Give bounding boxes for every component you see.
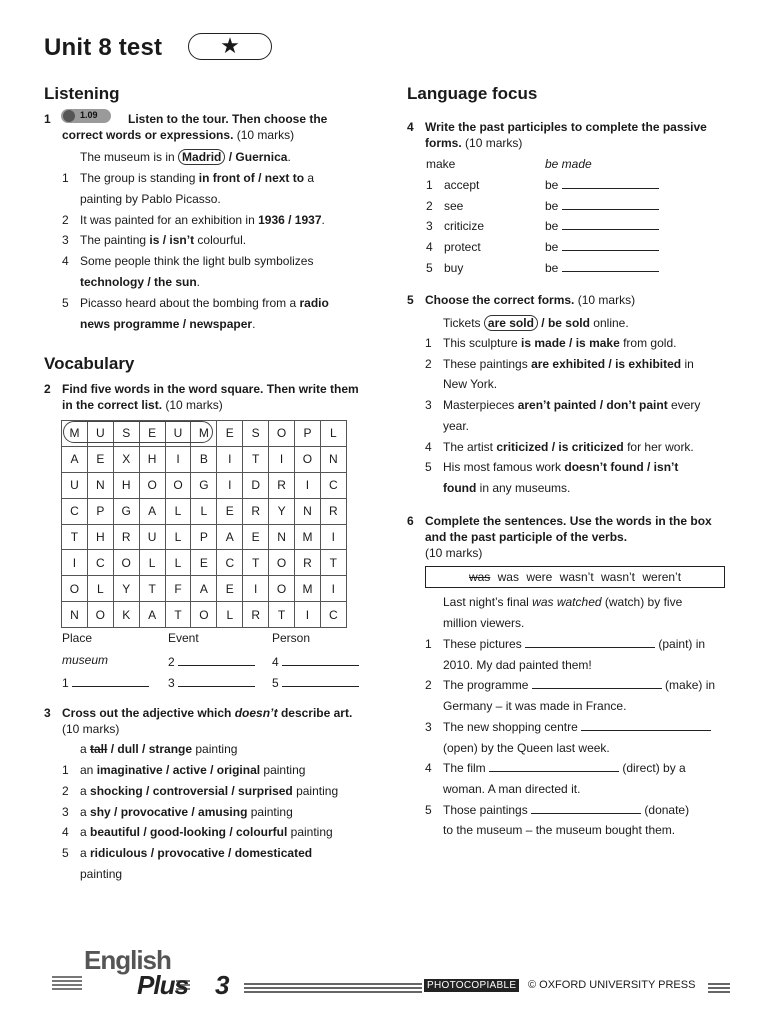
- q6-instruction: 6 Complete the sentences. Use the words in the box and the past participle of the verbs. (10 marks): [407, 514, 712, 560]
- answer-slot[interactable]: 1: [62, 674, 149, 690]
- q4-example-answer: be made: [545, 157, 592, 171]
- grid-row: [62, 602, 347, 628]
- grid-row: [62, 524, 347, 550]
- logo-plus-text: Plus: [137, 970, 188, 997]
- answer-blank[interactable]: [581, 718, 711, 731]
- grid-row: [62, 446, 347, 472]
- grid-cell[interactable]: P: [87, 498, 113, 524]
- grid-cell[interactable]: M: [295, 576, 321, 602]
- example-answer: museum: [62, 653, 109, 667]
- grid-row: [62, 576, 347, 602]
- grid-cell[interactable]: A: [139, 602, 165, 628]
- grid-cell[interactable]: E: [87, 446, 113, 472]
- grid-cell[interactable]: E: [243, 524, 269, 550]
- footer-rule: [708, 983, 730, 985]
- grid-cell[interactable]: O: [87, 602, 113, 628]
- grid-cell[interactable]: R: [243, 602, 269, 628]
- grid-cell[interactable]: O: [269, 550, 295, 576]
- grid-cell[interactable]: L: [165, 498, 191, 524]
- grid-cell[interactable]: O: [269, 576, 295, 602]
- grid-cell[interactable]: E: [139, 421, 165, 447]
- answer-blank[interactable]: [525, 635, 655, 648]
- footer-rule: [244, 991, 422, 993]
- grid-cell[interactable]: I: [243, 576, 269, 602]
- grid-cell[interactable]: O: [113, 550, 139, 576]
- grid-cell[interactable]: E: [217, 498, 243, 524]
- category-person: Person: [272, 631, 311, 645]
- answer-slot[interactable]: 4: [272, 653, 359, 669]
- grid-cell[interactable]: M: [191, 421, 217, 447]
- grid-cell[interactable]: T: [243, 446, 269, 472]
- grid-cell[interactable]: N: [295, 498, 321, 524]
- grid-cell[interactable]: X: [113, 446, 139, 472]
- answer-blank[interactable]: [531, 801, 641, 814]
- grid-cell[interactable]: O: [191, 602, 217, 628]
- grid-cell[interactable]: I: [217, 446, 243, 472]
- grid-cell[interactable]: S: [113, 421, 139, 447]
- answer-blank[interactable]: [532, 676, 662, 689]
- grid-cell[interactable]: E: [217, 576, 243, 602]
- grid-cell[interactable]: N: [62, 602, 88, 628]
- cd-icon: [63, 110, 75, 122]
- grid-row: [62, 550, 347, 576]
- answer-slot[interactable]: 2: [168, 653, 255, 669]
- grid-cell[interactable]: A: [62, 446, 88, 472]
- grid-cell[interactable]: F: [165, 576, 191, 602]
- grid-cell[interactable]: C: [217, 550, 243, 576]
- answer-blank[interactable]: [562, 238, 659, 251]
- footer-rule: [708, 991, 730, 993]
- grid-cell[interactable]: G: [113, 498, 139, 524]
- grid-cell[interactable]: E: [217, 421, 243, 447]
- grid-cell[interactable]: G: [191, 472, 217, 498]
- language-focus-heading: Language focus: [407, 84, 538, 103]
- word-square: [61, 420, 347, 628]
- grid-cell[interactable]: I: [295, 472, 321, 498]
- answer-blank[interactable]: [562, 197, 659, 210]
- footer-rule: [244, 983, 422, 985]
- english-plus-logo: [52, 945, 242, 997]
- q4-instruction: 4 Write the past participles to complete the passive forms. (10 marks): [407, 120, 707, 150]
- grid-cell[interactable]: A: [217, 524, 243, 550]
- grid-cell[interactable]: U: [165, 421, 191, 447]
- grid-cell[interactable]: U: [87, 421, 113, 447]
- grid-cell[interactable]: I: [320, 576, 346, 602]
- grid-cell[interactable]: R: [243, 498, 269, 524]
- grid-cell[interactable]: I: [217, 472, 243, 498]
- listening-heading: Listening: [44, 84, 120, 103]
- grid-cell[interactable]: R: [113, 524, 139, 550]
- grid-cell[interactable]: O: [295, 446, 321, 472]
- grid-cell[interactable]: O: [165, 472, 191, 498]
- answer-blank[interactable]: [489, 759, 619, 772]
- grid-cell[interactable]: Y: [113, 576, 139, 602]
- q4-example-verb: make: [426, 157, 456, 171]
- grid-cell[interactable]: L: [191, 498, 217, 524]
- grid-cell[interactable]: I: [165, 446, 191, 472]
- grid-cell[interactable]: M: [62, 421, 88, 447]
- grid-cell[interactable]: L: [165, 550, 191, 576]
- q3-instruction: 3 Cross out the adjective which doesn’t describe art. (10 marks): [44, 706, 353, 736]
- answer-blank[interactable]: [562, 176, 659, 189]
- grid-row: [62, 498, 347, 524]
- grid-cell[interactable]: H: [87, 524, 113, 550]
- grid-cell[interactable]: T: [139, 576, 165, 602]
- grid-cell[interactable]: P: [191, 524, 217, 550]
- grid-cell[interactable]: R: [320, 498, 346, 524]
- grid-cell[interactable]: U: [62, 472, 88, 498]
- grid-cell[interactable]: K: [113, 602, 139, 628]
- grid-cell[interactable]: Y: [269, 498, 295, 524]
- grid-cell[interactable]: C: [62, 498, 88, 524]
- grid-cell[interactable]: U: [139, 524, 165, 550]
- grid-cell[interactable]: L: [139, 550, 165, 576]
- grid-cell[interactable]: B: [191, 446, 217, 472]
- grid-cell[interactable]: L: [165, 524, 191, 550]
- museum-circle: [63, 421, 213, 443]
- grid-row: [62, 472, 347, 498]
- answer-slot[interactable]: 5: [272, 674, 359, 690]
- grid-cell[interactable]: C: [320, 602, 346, 628]
- grid-cell[interactable]: N: [269, 524, 295, 550]
- grid-cell[interactable]: I: [269, 446, 295, 472]
- star-level-badge: [188, 33, 272, 60]
- grid-cell[interactable]: T: [320, 550, 346, 576]
- grid-cell[interactable]: I: [320, 524, 346, 550]
- logo-number-text: 3: [215, 970, 230, 997]
- grid-cell[interactable]: O: [62, 576, 88, 602]
- grid-cell[interactable]: I: [295, 602, 321, 628]
- grid-cell[interactable]: N: [320, 446, 346, 472]
- publisher-label: © OXFORD UNIVERSITY PRESS: [528, 979, 696, 991]
- grid-cell[interactable]: O: [139, 472, 165, 498]
- word-box: was was were wasn’t wasn’t weren’t: [425, 566, 725, 588]
- grid-cell[interactable]: D: [243, 472, 269, 498]
- answer-blank[interactable]: [562, 259, 659, 272]
- grid-cell[interactable]: T: [62, 524, 88, 550]
- vocabulary-heading: Vocabulary: [44, 354, 135, 373]
- footer-rule: [708, 987, 730, 989]
- grid-cell[interactable]: A: [191, 576, 217, 602]
- answer-blank[interactable]: [562, 217, 659, 230]
- grid-cell[interactable]: E: [191, 550, 217, 576]
- grid-cell[interactable]: N: [87, 472, 113, 498]
- category-event: Event: [168, 631, 199, 645]
- grid-cell[interactable]: H: [113, 472, 139, 498]
- category-place: Place: [62, 631, 93, 645]
- grid-cell[interactable]: C: [320, 472, 346, 498]
- audio-track-icon: 1.09: [61, 109, 111, 123]
- q1-instruction: 1 Listen to the tour. Then choose the correct words or expressions. (10 marks): [44, 112, 328, 142]
- grid-cell[interactable]: T: [269, 602, 295, 628]
- star-icon: ★: [220, 33, 240, 58]
- grid-cell[interactable]: I: [62, 550, 88, 576]
- grid-cell[interactable]: R: [295, 550, 321, 576]
- grid-cell[interactable]: L: [217, 602, 243, 628]
- grid-cell[interactable]: M: [295, 524, 321, 550]
- grid-cell[interactable]: H: [139, 446, 165, 472]
- page-title: Unit 8 test: [44, 34, 163, 61]
- q5-instruction: 5 Choose the correct forms. (10 marks): [407, 293, 636, 307]
- grid-cell[interactable]: O: [269, 421, 295, 447]
- q2-instruction: 2 Find five words in the word square. Then write them in the correct list. (10 marks): [44, 382, 359, 412]
- answer-slot[interactable]: 3: [168, 674, 255, 690]
- grid-cell[interactable]: S: [243, 421, 269, 447]
- grid-cell[interactable]: T: [243, 550, 269, 576]
- logo-english-text: English: [84, 945, 171, 975]
- footer-rule: [244, 987, 422, 989]
- grid-cell[interactable]: P: [295, 421, 321, 447]
- grid-cell[interactable]: L: [87, 576, 113, 602]
- grid-cell[interactable]: A: [139, 498, 165, 524]
- grid-cell[interactable]: C: [87, 550, 113, 576]
- grid-cell[interactable]: R: [269, 472, 295, 498]
- grid-cell[interactable]: L: [320, 421, 346, 447]
- photocopiable-label: PHOTOCOPIABLE: [424, 979, 519, 992]
- grid-cell[interactable]: T: [165, 602, 191, 628]
